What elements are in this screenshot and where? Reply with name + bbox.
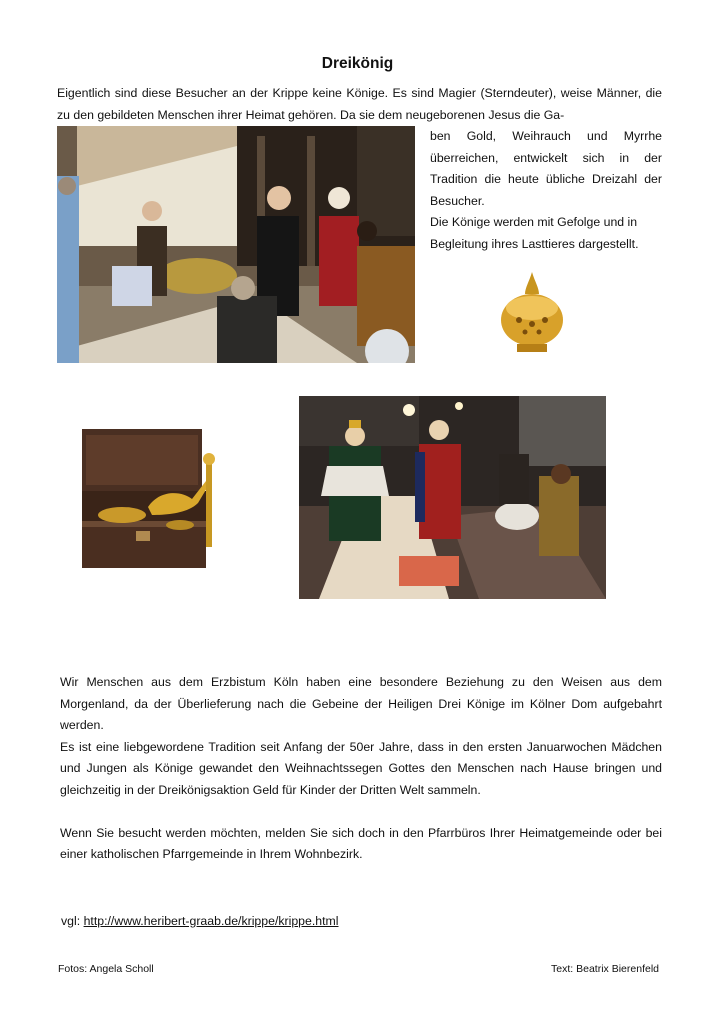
intro-side-line-2: Die Könige werden mit Gefolge und in Begleitung ihres Lasttieres dargestellt. — [430, 215, 639, 251]
body-paragraph-3: Wenn Sie besucht werden möchten, melden Sie sich doch in den Pfarrbüros Ihrer Heimatgemeinde oder bei einer katholischen Pfarrgemeinde in Ihrem Wohnbezirk. — [60, 825, 662, 861]
intro-side-text — [430, 126, 662, 255]
text-credit: Text: Beatrix Bierenfeld — [551, 963, 659, 975]
incense-burner-photo — [499, 268, 566, 356]
body-text — [60, 672, 662, 866]
reference-line — [61, 914, 339, 928]
reference-link[interactable]: http://www.heribert-graab.de/krippe/krippe.html — [83, 914, 339, 928]
body-paragraph-2: Es ist eine liebgewordene Tradition seit Anfang der 50er Jahre, dass in den ersten Januarwochen Mädchen und Jungen als Könige gewandet den Weihnachtssegen Gottes den Menschen nach Hause bringen und gleichzeitig in der Dreikönigsaktion Geld für Kinder der Dritten Welt sammeln. — [60, 739, 662, 797]
photo-credit: Fotos: Angela Scholl — [58, 963, 154, 975]
reference-prefix: vgl: — [61, 914, 84, 928]
intro-side-line-1: ben Gold, Weihrauch und Myrrhe überreichen, entwickelt sich in der Tradition die heute übliche Dreizahl der Besucher. — [430, 129, 662, 208]
body-paragraph-1: Wir Menschen aus dem Erzbistum Köln haben eine besondere Beziehung zu den Weisen aus dem Morgenland, da der Überlieferung nach die Gebeine der Heiligen Drei Könige im Kölner Dom aufgebahrt werden. — [60, 675, 662, 732]
intro-paragraph: Eigentlich sind diese Besucher an der Krippe keine Könige. Es sind Magier (Sterndeuter), weise Männer, die zu den gebildeten Menschen ihrer Heimat gehören. Da sie dem neugeborenen Jesus die Ga- — [57, 86, 662, 122]
page-title: Dreikönig — [321, 55, 394, 72]
nativity-photo-2 — [299, 396, 606, 599]
nativity-photo-1 — [57, 126, 415, 363]
treasure-chest-photo — [82, 429, 219, 568]
